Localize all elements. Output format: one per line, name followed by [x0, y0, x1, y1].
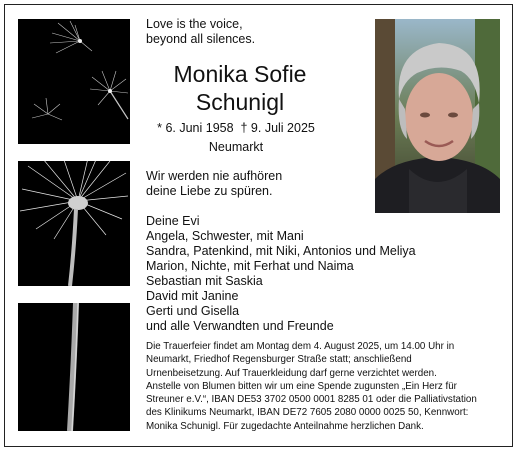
mourner: Deine Evi	[146, 214, 200, 228]
farewell-line: deine Liebe zu spüren.	[146, 184, 273, 198]
notice-line: des Klinikums Neumarkt, IBAN DE72 7605 2080 0000 0025 50, Kennwort:	[146, 407, 469, 419]
mourner: Sandra, Patenkind, mit Niki, Antonios und Meliya	[146, 244, 416, 258]
life-dates: * 6. Juni 1958 † 9. Juli 2025	[157, 121, 315, 135]
mourners-list	[146, 214, 416, 334]
mourner: David mit Janine	[146, 289, 239, 303]
notice-line: Urnenbeisetzung. Auf Trauerkleidung darf gerne verzichtet werden.	[146, 367, 437, 379]
mourner: Gerti und Gisella	[146, 304, 240, 318]
dandelion-stem-photo	[18, 303, 130, 431]
dandelion-seeds-photo	[18, 19, 130, 144]
notice-line: Monika Schunigl. Für zugedachte Anteilnahme herzlichen Dank.	[146, 420, 424, 432]
surname: Schunigl	[195, 89, 285, 115]
dandelion-head-photo	[18, 161, 130, 286]
farewell-line: Wir werden nie aufhören	[146, 169, 283, 183]
notice-line: Neumarkt, Friedhof Regensburger Straße statt; anschließend	[146, 354, 412, 366]
deceased-name	[140, 60, 340, 116]
first-names: Monika Sofie	[173, 61, 307, 87]
mourner: Marion, Nichte, mit Ferhat und Naima	[146, 259, 354, 273]
place: Neumarkt	[208, 140, 264, 154]
notice-line: Anstelle von Blumen bitten wir um eine Spende zugunsten „Ein Herz für	[146, 380, 457, 392]
mourner: Sebastian mit Saskia	[146, 274, 263, 288]
quote-line: Love is the voice,	[146, 17, 243, 31]
farewell-text	[146, 169, 366, 199]
mourner: Angela, Schwester, mit Mani	[146, 229, 304, 243]
quote-line: beyond all silences.	[146, 32, 256, 46]
funeral-notice	[146, 340, 504, 433]
notice-line: Die Trauerfeier findet am Montag dem 4. August 2025, um 14.00 Uhr in	[146, 341, 455, 352]
portrait-photo	[375, 19, 500, 213]
quote	[146, 17, 366, 47]
mourner: und alle Verwandten und Freunde	[146, 319, 334, 333]
notice-line: Streuner e.V.“, IBAN DE53 3702 0500 0001 8285 01 oder die Palliativstation	[146, 394, 477, 406]
